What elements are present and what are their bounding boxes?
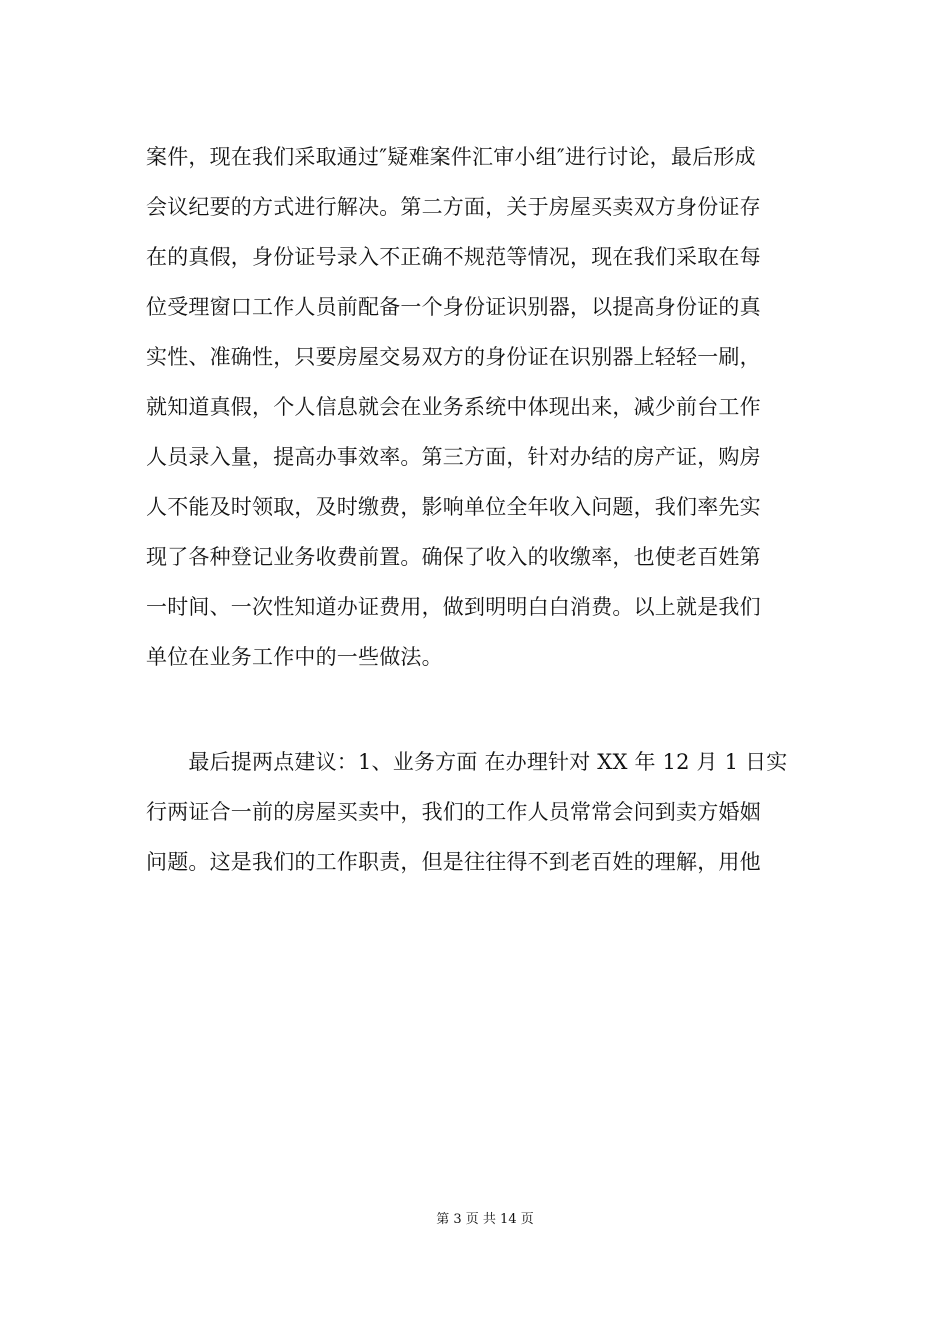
- text-line: 会议纪要的方式进行解决。第二方面，关于房屋买卖双方身份证存: [146, 195, 761, 219]
- text-line: 行两证合一前的房屋买卖中，我们的工作人员常常会问到卖方婚姻: [146, 800, 761, 824]
- text-line: 现了各种登记业务收费前置。确保了收入的收缴率，也使老百姓第: [146, 545, 761, 569]
- paragraph-gap: [146, 682, 816, 737]
- text-line: 最后提两点建议：1、业务方面 在办理针对 XX 年 12 月 1 日实: [146, 750, 788, 774]
- document-body: [146, 132, 816, 887]
- text-line: 问题。这是我们的工作职责，但是往往得不到老百姓的理解，用他: [146, 850, 761, 874]
- text-line: 人不能及时领取，及时缴费，影响单位全年收入问题，我们率先实: [146, 495, 761, 519]
- page-footer: [0, 1208, 950, 1227]
- text-line: 人员录入量，提高办事效率。第三方面，针对办结的房产证，购房: [146, 445, 761, 469]
- text-line: 实性、准确性，只要房屋交易双方的身份证在识别器上轻轻一刷，: [146, 345, 761, 369]
- page-number-label: 第 3 页 共 14 页: [436, 1212, 534, 1227]
- text-line: 就知道真假，个人信息就会在业务系统中体现出来，减少前台工作: [146, 395, 761, 419]
- text-line: 位受理窗口工作人员前配备一个身份证识别器，以提高身份证的真: [146, 295, 761, 319]
- text-line: 单位在业务工作中的一些做法。: [146, 645, 443, 669]
- text-line: 在的真假，身份证号录入不正确不规范等情况，现在我们采取在每: [146, 245, 761, 269]
- text-line: 案件，现在我们采取通过″疑难案件汇审小组″进行讨论，最后形成: [146, 145, 756, 169]
- text-line: 一时间、一次性知道办证费用，做到明明白白消费。以上就是我们: [146, 595, 761, 619]
